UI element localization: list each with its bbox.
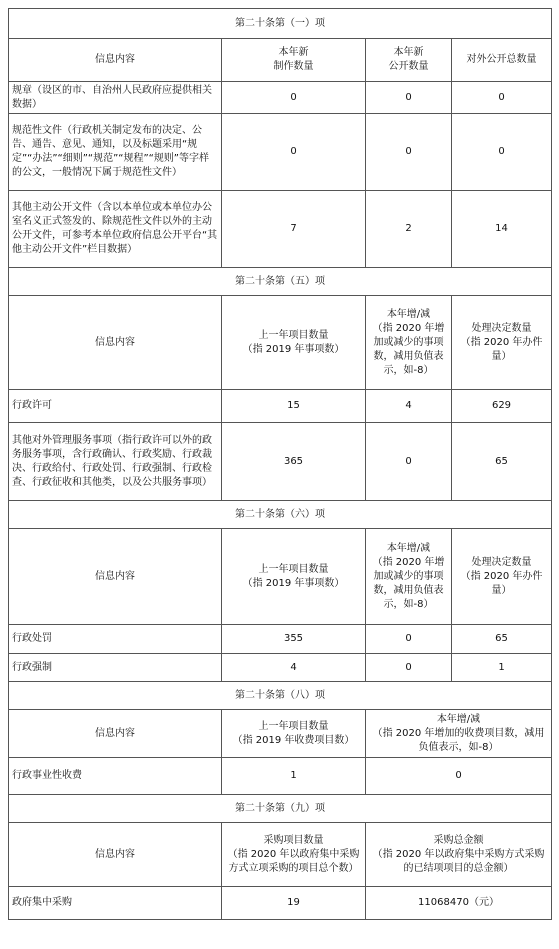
header-total-public: 对外公开总数量 (452, 39, 552, 82)
header-decisions: 处理决定数量 （指 2020 年办件量） (452, 296, 552, 390)
cell-value: 4 (366, 390, 452, 423)
header-procurement-count: 采购项目数量 （指 2020 年以政府集中采购方式立项采购的项目总个数） (222, 823, 366, 887)
row-label: 行政事业性收费 (9, 758, 222, 795)
row-label: 规章（设区的市、自治州人民政府应提供相关数据） (9, 82, 222, 114)
table-row (9, 114, 552, 191)
header-change: 本年增/减 （指 2020 年增加或减少的事项数，减用负值表示，如-8） (366, 296, 452, 390)
header-change: 本年增/减 （指 2020 年增加或减少的事项数，减用负值表示，如-8） (366, 529, 452, 625)
row-label: 行政强制 (9, 654, 222, 682)
cell-value: 0 (366, 423, 452, 501)
table-row (9, 887, 552, 920)
cell-value: 2 (366, 191, 452, 268)
header-info-content: 信息内容 (9, 710, 222, 758)
section-title: 第二十条第（一）项 (9, 9, 552, 39)
cell-value: 4 (222, 654, 366, 682)
cell-value: 65 (452, 625, 552, 654)
cell-value: 0 (222, 114, 366, 191)
cell-value: 0 (452, 114, 552, 191)
cell-value: 1 (452, 654, 552, 682)
table-row (9, 82, 552, 114)
cell-value: 19 (222, 887, 366, 920)
header-decisions: 处理决定数量 （指 2020 年办件量） (452, 529, 552, 625)
cell-value: 7 (222, 191, 366, 268)
disclosure-table (8, 8, 552, 920)
header-last-year-count: 上一年项目数量 （指 2019 年事项数） (222, 529, 366, 625)
table-row (9, 654, 552, 682)
table-row (9, 758, 552, 795)
header-info-content: 信息内容 (9, 823, 222, 887)
cell-value: 0 (222, 82, 366, 114)
cell-value: 0 (366, 114, 452, 191)
cell-value: 0 (366, 654, 452, 682)
row-label: 行政许可 (9, 390, 222, 423)
header-info-content: 信息内容 (9, 529, 222, 625)
section-title: 第二十条第（五）项 (9, 268, 552, 296)
row-label: 行政处罚 (9, 625, 222, 654)
row-label: 其他主动公开文件（含以本单位或本单位办公室名义正式签发的、除规范性文件以外的主动公开文件，可参考本单位政府信息公开平台“其他主动公开文件”栏目数据） (9, 191, 222, 268)
table-row (9, 423, 552, 501)
cell-value: 0 (366, 625, 452, 654)
header-fee-change: 本年增/减 （指 2020 年增加的收费项目数，减用负值表示，如-8） (366, 710, 552, 758)
section-title: 第二十条第（八）项 (9, 682, 552, 710)
cell-value: 629 (452, 390, 552, 423)
header-last-year-count: 上一年项目数量 （指 2019 年事项数） (222, 296, 366, 390)
table-row (9, 191, 552, 268)
cell-value: 14 (452, 191, 552, 268)
cell-value: 0 (366, 82, 452, 114)
table-row (9, 390, 552, 423)
header-new-public: 本年新 公开数量 (366, 39, 452, 82)
cell-value: 0 (366, 758, 552, 795)
cell-value: 0 (452, 82, 552, 114)
section-title: 第二十条第（九）项 (9, 795, 552, 823)
cell-value: 65 (452, 423, 552, 501)
cell-value: 365 (222, 423, 366, 501)
cell-value: 15 (222, 390, 366, 423)
cell-value: 355 (222, 625, 366, 654)
header-procurement-amount: 采购总金额 （指 2020 年以政府集中采购方式采购的已结项项目的总金额） (366, 823, 552, 887)
row-label: 其他对外管理服务事项（指行政许可以外的政务服务事项，含行政确认、行政奖励、行政裁决、行政给付、行政处罚、行政强制、行政检查、行政征收和其他类，以及公共服务事项） (9, 423, 222, 501)
header-info-content: 信息内容 (9, 296, 222, 390)
cell-value: 11068470（元） (366, 887, 552, 920)
header-info-content: 信息内容 (9, 39, 222, 82)
header-new-made: 本年新 制作数量 (222, 39, 366, 82)
row-label: 规范性文件（行政机关制定发布的决定、公告、通告、意见、通知，以及标题采用“规定”“办法”“细则”“规范”“规程”“规则”等字样的公文，一般情况下属于规范性文件） (9, 114, 222, 191)
row-label: 政府集中采购 (9, 887, 222, 920)
header-last-year-fees: 上一年项目数量 （指 2019 年收费项目数） (222, 710, 366, 758)
table-row (9, 625, 552, 654)
cell-value: 1 (222, 758, 366, 795)
section-title: 第二十条第（六）项 (9, 501, 552, 529)
